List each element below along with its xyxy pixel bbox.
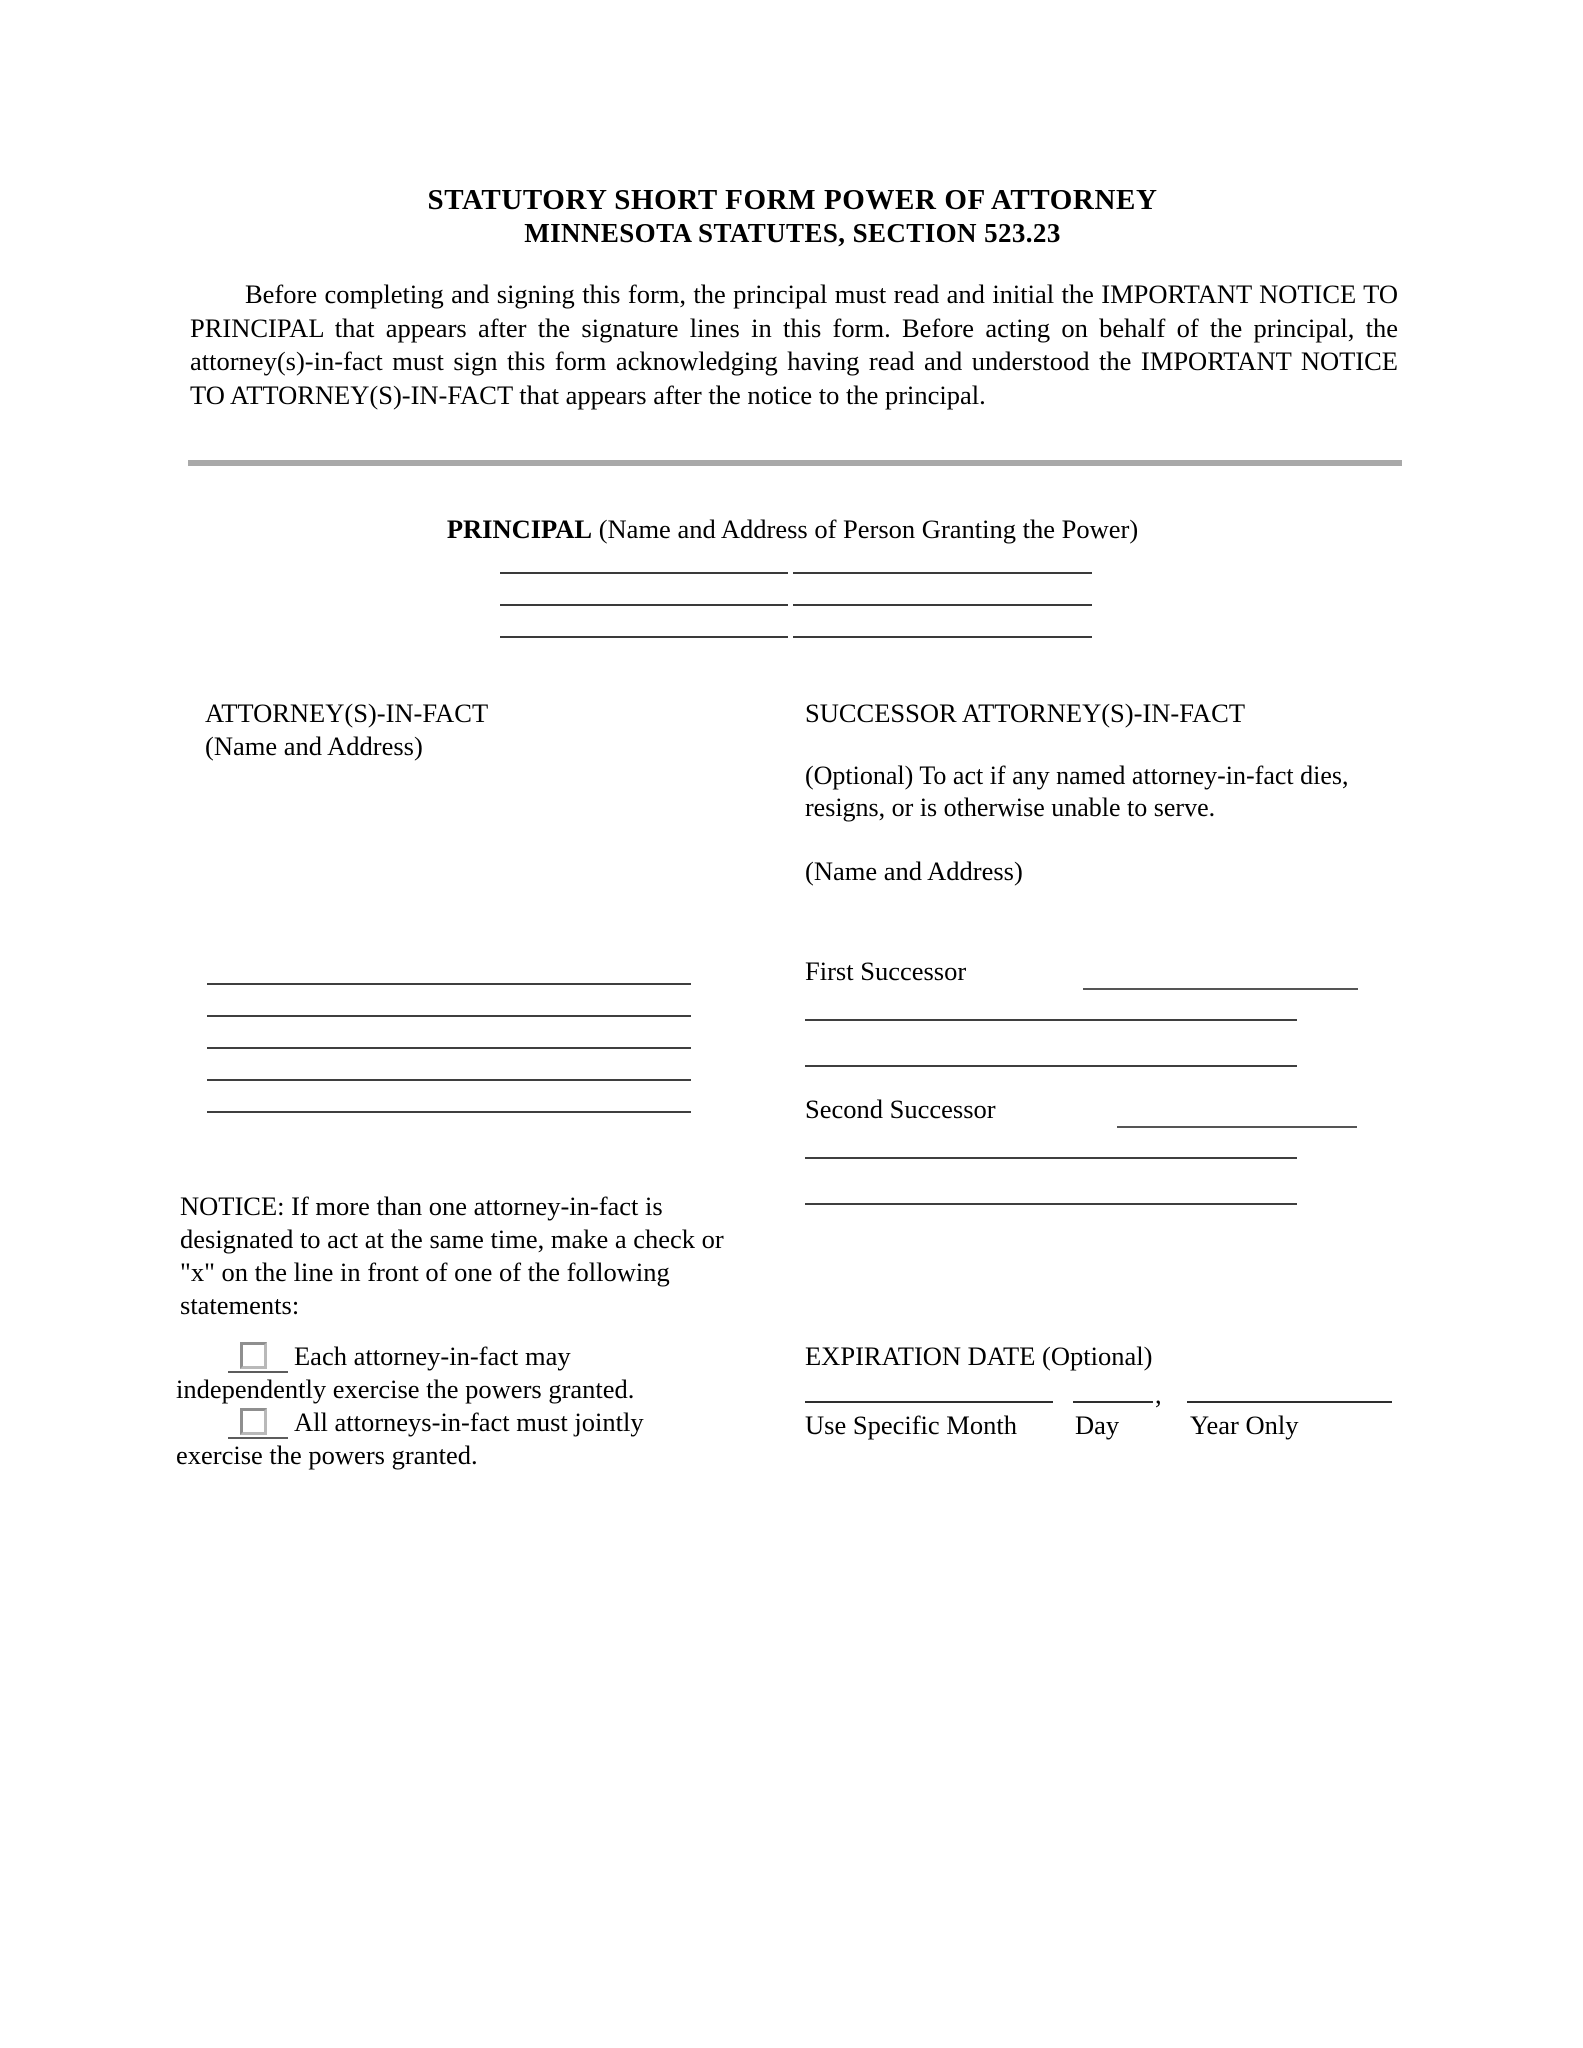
expiration-day-label: Day (1075, 1410, 1120, 1440)
expiration-month-label: Use Specific Month (805, 1410, 1017, 1440)
principal-line-segment-right[interactable] (793, 572, 1092, 574)
principal-blank-lines (500, 552, 1092, 648)
first-successor-extra-row (805, 1001, 1405, 1047)
principal-line-segment-left[interactable] (500, 572, 788, 574)
successor-heading: SUCCESSOR ATTORNEY(S)-IN-FACT (805, 698, 1246, 728)
second-successor-label: Second Successor (805, 1094, 996, 1124)
expiration-day-input-line[interactable] (1073, 1401, 1153, 1403)
principal-line-row[interactable] (500, 584, 1092, 616)
expiration-month-input-line[interactable] (805, 1401, 1053, 1403)
empty-checkbox-icon[interactable] (240, 1342, 267, 1369)
attorney-in-fact-heading: ATTORNEY(S)-IN-FACT (205, 698, 489, 728)
statement-text-line-1: All attorneys-in-fact must jointly (294, 1407, 644, 1437)
section-divider (188, 460, 1402, 466)
second-successor-address-line[interactable] (805, 1157, 1297, 1159)
first-successor-input-line[interactable] (1083, 988, 1358, 990)
first-successor-address-line[interactable] (805, 1065, 1297, 1067)
successor-attorney-column (805, 697, 1405, 888)
attorney-in-fact-line[interactable] (207, 1111, 691, 1113)
expiration-year-input-line[interactable] (1187, 1401, 1392, 1403)
successor-description: (Optional) To act if any named attorney-in-fact dies, resigns, or is otherwise unable to serve. (805, 761, 1349, 822)
attorney-in-fact-line[interactable] (207, 1047, 691, 1049)
notice-paragraph: NOTICE: If more than one attorney-in-fact is designated to act at the same time, make a check or "x" on the line in front of one of the following statements: (180, 1191, 724, 1320)
principal-line-row[interactable] (500, 552, 1092, 584)
second-successor-row (805, 1093, 1405, 1139)
principal-heading-rest: (Name and Address of Person Granting the Power) (592, 514, 1139, 544)
successor-fields (805, 955, 1405, 1231)
principal-line-row[interactable] (500, 616, 1092, 648)
attorney-in-fact-line[interactable] (207, 1015, 691, 1017)
statement-item-independent (176, 1340, 788, 1406)
principal-heading-bold: PRINCIPAL (446, 514, 593, 544)
attorney-in-fact-line[interactable] (207, 1079, 691, 1081)
attorney-in-fact-subheading: (Name and Address) (205, 731, 423, 761)
expiration-field-labels (805, 1409, 1405, 1443)
attorney-in-fact-blank-lines (207, 983, 691, 1113)
checkbox-jointly-wrap[interactable] (228, 1410, 294, 1437)
principal-heading (190, 513, 1395, 545)
statement-item-jointly (176, 1406, 788, 1472)
first-successor-row (805, 955, 1405, 1001)
statement-text-line-2: exercise the powers granted. (176, 1440, 478, 1470)
statement-first-line (228, 1406, 788, 1439)
successor-name-address-label: (Name and Address) (805, 856, 1023, 886)
statement-first-line (228, 1340, 788, 1373)
principal-line-segment-right[interactable] (793, 636, 1092, 638)
first-successor-address-line[interactable] (805, 1019, 1297, 1021)
statement-text-line-1: Each attorney-in-fact may (294, 1341, 571, 1371)
principal-line-segment-left[interactable] (500, 636, 788, 638)
statement-text-line-2: independently exercise the powers granted. (176, 1374, 635, 1404)
second-successor-address-line[interactable] (805, 1203, 1297, 1205)
second-successor-extra-row (805, 1139, 1405, 1185)
attorney-in-fact-column (205, 697, 705, 763)
expiration-comma: , (1155, 1379, 1162, 1409)
second-successor-extra-row-2 (805, 1185, 1405, 1231)
principal-line-segment-right[interactable] (793, 604, 1092, 606)
principal-line-segment-left[interactable] (500, 604, 788, 606)
checkbox-independent-wrap[interactable] (228, 1344, 294, 1371)
expiration-date-title: EXPIRATION DATE (Optional) (805, 1341, 1153, 1371)
second-successor-input-line[interactable] (1117, 1126, 1357, 1128)
attorney-in-fact-line[interactable] (207, 983, 691, 985)
title-line-2: MINNESOTA STATUTES, SECTION 523.23 (524, 218, 1061, 248)
intro-paragraph: Before completing and signing this form, the principal must read and initial the IMPORTANT NOTICE TO PRINCIPAL that appears after the signature lines in this form. Before acting on behalf of the principal, the attorney(s)-in-fact must sign this form acknowledging having read and understood the IMPORTANT NOTICE TO ATTORNEY(S)-IN-FACT that appears after the notice to the principal. (190, 279, 1398, 410)
statement-list (176, 1340, 788, 1472)
checkbox-underline (228, 1371, 288, 1373)
first-successor-label: First Successor (805, 956, 967, 986)
checkbox-underline (228, 1437, 288, 1439)
page-title (190, 183, 1395, 250)
title-line-1: STATUTORY SHORT FORM POWER OF ATTORNEY (427, 184, 1158, 216)
expiration-date-section (805, 1340, 1385, 1463)
empty-checkbox-icon[interactable] (240, 1408, 267, 1435)
expiration-date-fields (805, 1379, 1385, 1463)
first-successor-extra-row-2 (805, 1047, 1405, 1093)
expiration-year-label: Year Only (1190, 1410, 1299, 1440)
